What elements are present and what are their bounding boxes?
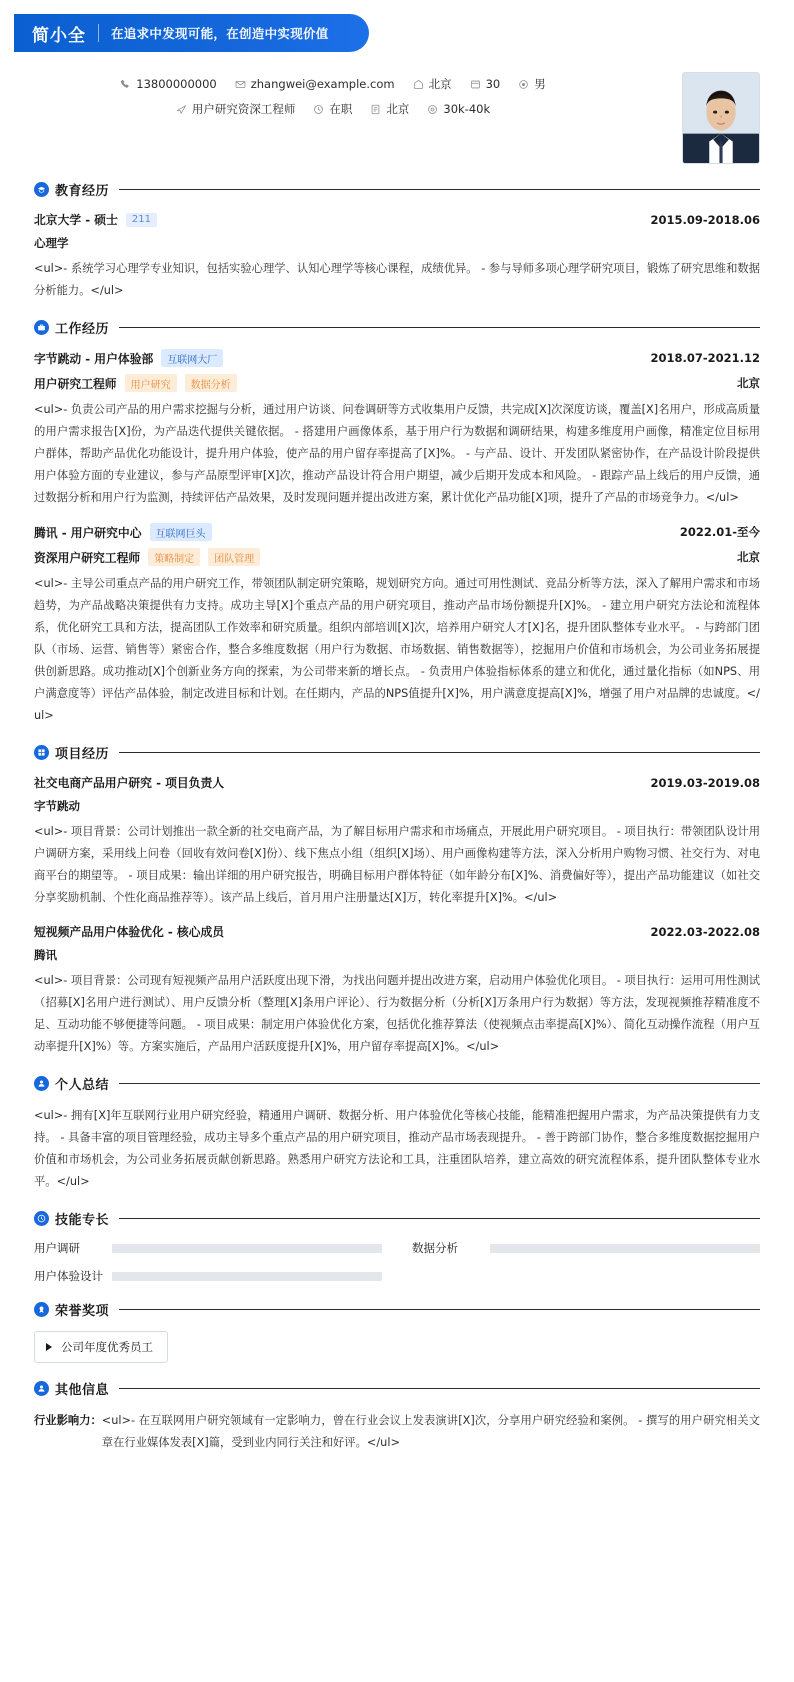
- phone-icon: [120, 79, 131, 90]
- project-description: <ul>- 项目背景：公司现有短视频产品用户活跃度出现下滑，为找出问题并提出改进方案，启动用户体验优化项目。 - 项目执行：运用可用性测试（招募[X]名用户进行测试）、用户反馈分析（整理[X]条用户评论）、行为数据分析（分析[X]万条用户行为数据）等方法，发现视频推荐精准度不足、互动功能不够便捷等问题。 - 项目成果：制定用户体验优化方案，包括优化推荐算法（使视频点击率提高[X]%）、简化互动操作流程（用户互动率提升[X]%）等。方案实施后，产品用户活跃度提升[X]%，用户留存率提高[X]%。</ul>: [34, 974, 760, 1054]
- skill-name: 数据分析: [412, 1241, 458, 1256]
- work-description: <ul>- 主导公司重点产品的用户研究工作，带领团队制定研究策略，规划研究方向。通过可用性测试、竞品分析等方法，深入了解用户需求和市场趋势，为产品战略决策提供有力支持。成功主导[X]个重点产品的用户研究项目，推动产品市场份额提升[X]%。 - 建立用户研究方法论和流程体系，优化研究工具和方法，提高团队工作效率和研究质量。组织内部培训[X]次，培养用户研究人才[X]名，提升团队整体专业水平。 - 与跨部门团队（市场、运营、销售等）紧密合作，整合多维度数据（用户行为数据、市场数据、销售数据等），挖掘用户价值和市场机会，为公司业务拓展提供创新思路。成功推动[X]个创新业务方向的探索，为公司带来新的增长点。 - 负责用户体验指标体系的建立和优化，通过量化指标（如NPS、用户满意度等）评估产品体验，制定改进目标和计划。在任期内，产品的NPS值提升[X]%，用户满意度提高[X]%，增强了用户对品牌的忠诚度。</ul>: [34, 577, 761, 723]
- section-title-summary: 个人总结: [55, 1078, 110, 1094]
- company-name: 腾讯 - 用户研究中心: [34, 525, 142, 540]
- contact-email-value: zhangwei@example.com: [250, 77, 395, 91]
- project-name: 短视频产品用户体验优化 - 核心成员: [34, 925, 225, 940]
- work-entry: [34, 349, 760, 509]
- avatar: [682, 72, 760, 164]
- contact-location: [413, 76, 452, 92]
- work-entry-header: [34, 349, 760, 367]
- section-rule: [119, 189, 760, 190]
- contact-phone-value: 13800000000: [136, 77, 217, 91]
- contact-age: [470, 77, 501, 91]
- work-description: <ul>- 负责公司产品的用户需求挖掘与分析，通过用户访谈、问卷调研等方式收集用户反馈，共完成[X]次深度访谈，覆盖[X]名用户，形成高质量的用户需求报告[X]份，为产品迭代提供关键依据。 - 搭建用户画像体系，基于用户行为数据和调研结果，构建多维度用户画像，精准定位目标用户群体，帮助产品优化功能设计，提升用户体验，使产品的用户留存率提高了[X]%。 - 与产品、设计、开发团队紧密协作，在产品设计阶段提供用户体验方面的专业建议，参与产品原型评审[X]次，推动产品设计符合用户期望，减少后期开发成本和风险。 - 跟踪产品上线后的用户反馈，通过数据分析和用户行为监测，持续评估产品效果，及时发现问题并提出改进方案，累计优化产品功能[X]项，提升了产品的市场竞争力。</ul>: [34, 403, 760, 505]
- skill-item: [412, 1240, 760, 1256]
- honor-item[interactable]: [34, 1331, 168, 1363]
- section-other: [0, 1379, 794, 1454]
- other-info-item: [34, 1410, 760, 1454]
- contact-info-block: [34, 72, 682, 126]
- work-date: 2018.07-2021.12: [650, 351, 760, 366]
- gender-icon: [518, 79, 529, 90]
- section-rule: [119, 752, 760, 753]
- skill-progress-bar: [112, 1244, 382, 1253]
- section-header-skills: [34, 1209, 760, 1228]
- contact-email: [235, 77, 395, 91]
- section-title-skills: 技能专长: [55, 1213, 110, 1229]
- section-honors: [0, 1300, 794, 1363]
- contact-salary: [427, 102, 490, 116]
- project-entry-header: [34, 774, 760, 791]
- work-icon: [34, 320, 49, 335]
- contact-job-title: [176, 101, 296, 117]
- project-entry-header: [34, 923, 760, 940]
- work-role: 资深用户研究工程师: [34, 550, 141, 565]
- project-name: 社交电商产品用户研究 - 项目负责人: [34, 776, 225, 791]
- email-icon: [235, 79, 246, 90]
- contact-job-status: [313, 101, 352, 117]
- skills-grid: [34, 1240, 760, 1284]
- location-icon: [413, 79, 424, 90]
- section-education: [0, 180, 794, 302]
- work-location: 北京: [737, 376, 760, 391]
- city-icon: [370, 104, 381, 115]
- brand-banner: [14, 14, 369, 52]
- other-info-label: 行业影响力：: [34, 1414, 102, 1428]
- contact-phone: [120, 77, 216, 91]
- section-header-project: [34, 743, 760, 762]
- skill-name: 用户体验设计: [34, 1269, 103, 1284]
- skill-item: [34, 1240, 382, 1256]
- contact-row-primary: [111, 76, 554, 92]
- section-title-project: 项目经历: [55, 747, 110, 763]
- contact-salary-value: 30k-40k: [443, 102, 491, 116]
- section-project: [0, 743, 794, 1058]
- contact-gender: [518, 76, 546, 92]
- skill-item: [34, 1268, 382, 1284]
- project-entry: [34, 923, 760, 1058]
- page-bottom-spacer: [0, 1454, 794, 1480]
- work-role: 用户研究工程师: [34, 376, 117, 391]
- resume-owner-name: 简小全: [32, 25, 86, 46]
- section-header-honors: [34, 1300, 760, 1319]
- status-icon: [313, 104, 324, 115]
- contact-work-city-value: 北京: [386, 102, 410, 116]
- summary-description: <ul>- 拥有[X]年互联网行业用户研究经验，精通用户调研、数据分析、用户体验优化等核心技能，能精准把握用户需求，为产品决策提供有力支持。 - 具备丰富的项目管理经验，成功主导多个重点产品的用户研究项目，推动产品市场表现提升。 - 善于跨部门协作，整合多维度数据挖掘用户价值和市场机会，为公司业务拓展贡献创新思路。熟悉用户研究方法论和工具，注重团队培养，建立高效的研究流程体系，提升团队整体专业水平。</ul>: [34, 1109, 760, 1189]
- company-name: 字节跳动 - 用户体验部: [34, 351, 154, 366]
- company-tag: 互联网大厂: [161, 349, 223, 367]
- section-header-other: [34, 1379, 760, 1398]
- contact-header: [0, 52, 794, 164]
- job-icon: [176, 104, 187, 115]
- banner-divider: [98, 24, 99, 42]
- section-rule: [119, 1218, 760, 1219]
- work-entry: [34, 523, 760, 727]
- education-date: 2015.09-2018.06: [650, 212, 760, 227]
- education-description: <ul>- 系统学习心理学专业知识，包括实验心理学、认知心理学等核心课程，成绩优异。 - 参与导师多项心理学研究项目，锻炼了研究思维和数据分析能力。</ul>: [34, 262, 760, 298]
- contact-row-secondary: [167, 101, 499, 117]
- skill-progress-bar: [490, 1244, 760, 1253]
- section-work: [0, 318, 794, 727]
- avatar-photo: [683, 73, 759, 163]
- education-icon: [34, 182, 49, 197]
- section-title-honors: 荣誉奖项: [55, 1304, 110, 1320]
- work-role-tag: 数据分析: [185, 374, 237, 392]
- honors-icon: [34, 1302, 49, 1317]
- section-skills: [0, 1209, 794, 1284]
- education-entry-header: [34, 211, 760, 228]
- work-role-tag: 用户研究: [125, 374, 177, 392]
- project-entry: [34, 774, 760, 909]
- school-tag: 211: [126, 213, 157, 227]
- education-major: 心理学: [34, 236, 69, 250]
- project-company: 腾讯: [34, 948, 57, 963]
- contact-job-status-value: 在职: [329, 102, 353, 116]
- section-rule: [119, 1083, 760, 1084]
- section-title-education: 教育经历: [55, 184, 110, 199]
- section-rule: [119, 327, 760, 328]
- contact-location-value: 北京: [428, 77, 452, 91]
- section-header-education: [34, 180, 760, 199]
- skills-icon: [34, 1211, 49, 1226]
- age-icon: [470, 79, 481, 90]
- work-role-line: [34, 548, 760, 566]
- section-rule: [119, 1309, 760, 1310]
- work-entry-header: [34, 523, 760, 541]
- work-role-tag: 策略制定: [148, 548, 200, 566]
- honor-label: 公司年度优秀员工: [61, 1340, 153, 1355]
- other-info-value: <ul>- 在互联网用户研究领域有一定影响力，曾在行业会议上发表演讲[X]次，分享用户研究经验和案例。 - 撰写的用户研究相关文章在行业媒体发表[X]篇，受到业内同行关注和好评。</ul>: [101, 1414, 760, 1450]
- work-location: 北京: [737, 550, 760, 565]
- work-role-tag: 团队管理: [208, 548, 260, 566]
- section-title-other: 其他信息: [55, 1383, 110, 1399]
- skill-name: 用户调研: [34, 1241, 80, 1256]
- salary-icon: [427, 104, 438, 115]
- project-description: <ul>- 项目背景：公司计划推出一款全新的社交电商产品，为了解目标用户需求和市场痛点，开展此用户研究项目。 - 项目执行：带领团队设计用户调研方案，采用线上问卷（回收有效问卷[X]份）、线下焦点小组（组织[X]场）、用户画像构建等方法，深入分析用户购物习惯、社交行为、对电商平台的期望等。 - 项目成果：输出详细的用户研究报告，明确目标用户群体特征（如年龄分布[X]%、消费偏好等），提出产品功能建议（如社交分享奖励机制、个性化商品推荐等）。该产品上线后，首月用户注册量达[X]万，转化率提升[X]%。</ul>: [34, 825, 760, 905]
- school-name: 北京大学 - 硕士: [34, 213, 118, 227]
- play-triangle-icon: [46, 1343, 52, 1351]
- banner-slogan: 在追求中发现可能，在创造中实现价值: [111, 26, 329, 41]
- section-title-work: 工作经历: [55, 322, 110, 338]
- contact-gender-value: 男: [534, 77, 546, 91]
- project-date: 2022.03-2022.08: [650, 924, 760, 939]
- section-summary: [0, 1074, 794, 1193]
- skill-progress-bar: [112, 1272, 382, 1281]
- contact-job-title-value: 用户研究资深工程师: [191, 102, 296, 116]
- section-rule: [119, 1388, 760, 1389]
- banner-container: [0, 0, 794, 52]
- contact-age-value: 30: [485, 77, 501, 91]
- project-date: 2019.03-2019.08: [650, 775, 760, 790]
- section-header-work: [34, 318, 760, 337]
- company-tag: 互联网巨头: [150, 523, 212, 541]
- education-entry: [34, 211, 760, 302]
- section-header-summary: [34, 1074, 760, 1093]
- project-icon: [34, 745, 49, 760]
- other-icon: [34, 1381, 49, 1396]
- contact-work-city: [370, 101, 409, 117]
- project-company: 字节跳动: [34, 799, 80, 814]
- work-role-line: [34, 374, 760, 392]
- work-date: 2022.01-至今: [679, 525, 760, 540]
- summary-icon: [34, 1076, 49, 1091]
